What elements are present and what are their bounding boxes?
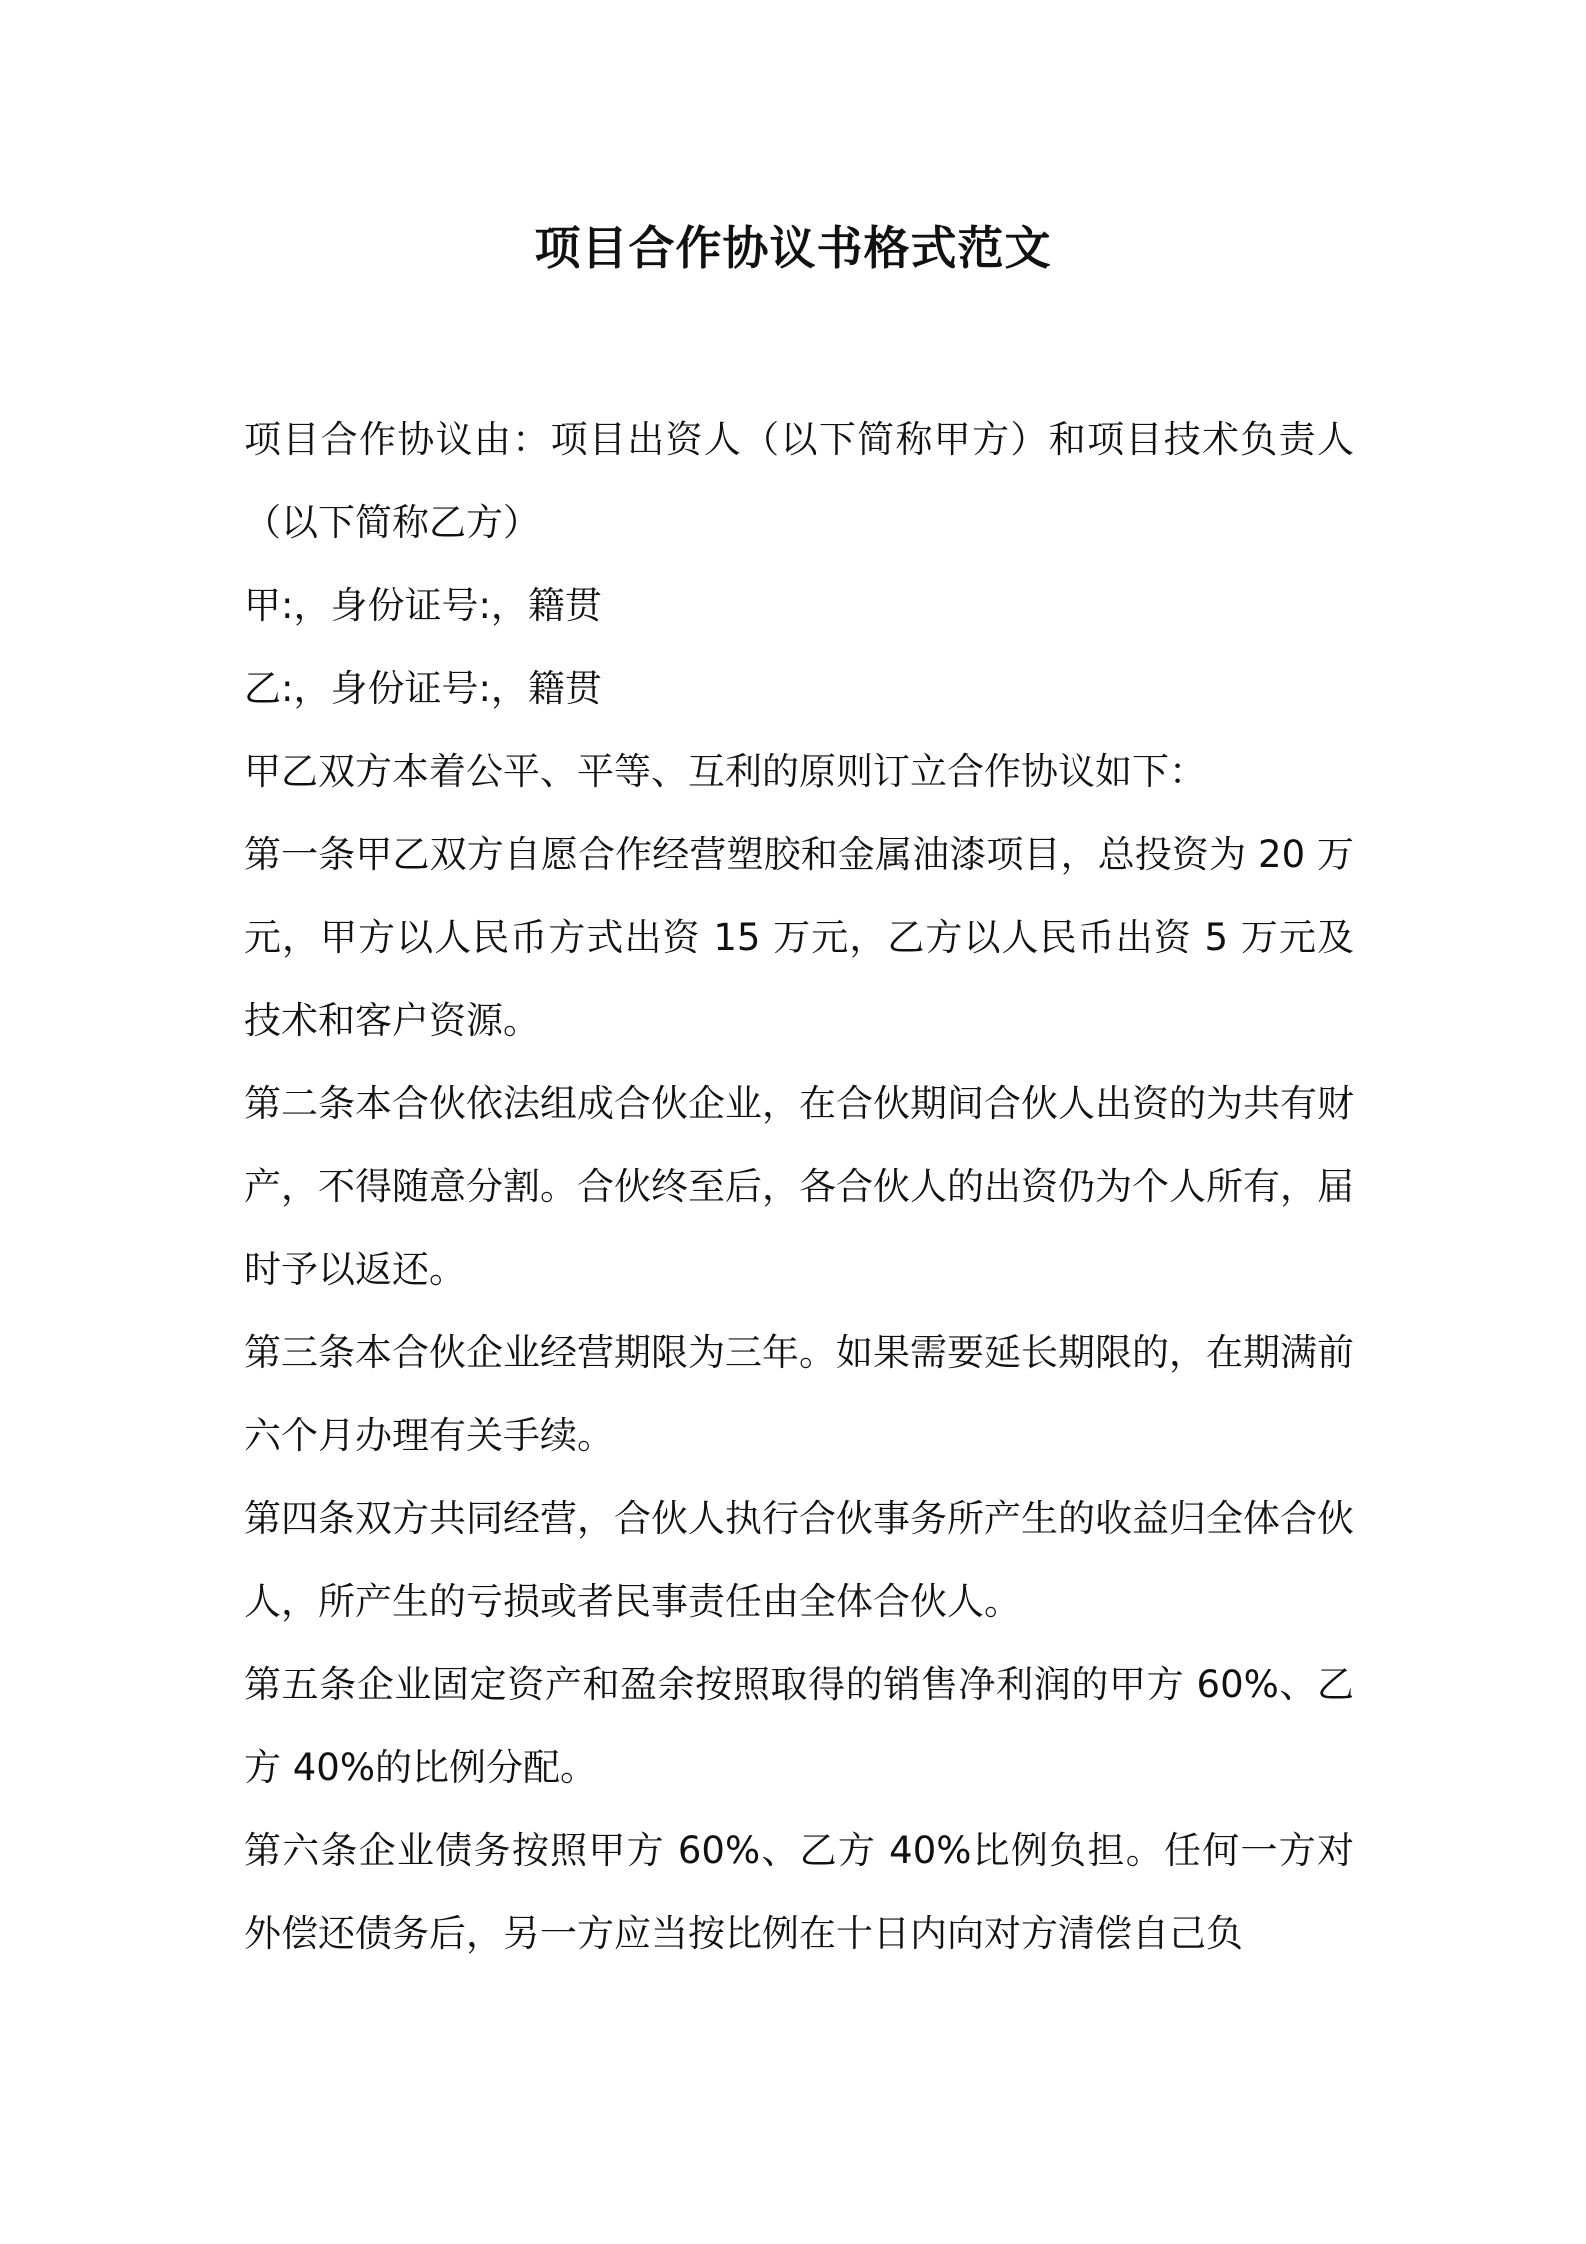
intro-paragraph: 项目合作协议由：项目出资人（以下简称甲方）和项目技术负责人（以下简称乙方） — [244, 418, 1354, 544]
party-a-line: 甲:，身份证号:，籍贯 — [244, 584, 602, 627]
principle-paragraph: 甲乙双方本着公平、平等、互利的原则订立合作协议如下： — [244, 750, 1206, 793]
article-6: 第六条企业债务按照甲方 60%、乙方 40%比例负担。任何一方对外偿还债务后，另一方应当按比例在十日内向对方清偿自己负 — [244, 1829, 1354, 1955]
article-2: 第二条本合伙依法组成合伙企业，在合伙期间合伙人出资的为共有财产，不得随意分割。合伙终至后，各合伙人的出资仍为个人所有，届时予以返还。 — [244, 1082, 1354, 1291]
document-body — [244, 398, 1354, 1975]
article-5: 第五条企业固定资产和盈余按照取得的销售净利润的甲方 60%、乙方 40%的比例分配。 — [244, 1663, 1354, 1789]
party-b-line: 乙:，身份证号:，籍贯 — [244, 667, 602, 710]
article-3: 第三条本合伙企业经营期限为三年。如果需要延长期限的，在期满前六个月办理有关手续。 — [244, 1331, 1354, 1457]
document-title: 项目合作协议书格式范文 — [534, 221, 1052, 275]
article-1: 第一条甲乙双方自愿合作经营塑胶和金属油漆项目，总投资为 20 万元，甲方以人民币方式出资 15 万元，乙方以人民币出资 5 万元及技术和客户资源。 — [244, 833, 1354, 1042]
article-4: 第四条双方共同经营，合伙人执行合伙事务所产生的收益归全体合伙人，所产生的亏损或者民事责任由全体合伙人。 — [244, 1497, 1354, 1623]
